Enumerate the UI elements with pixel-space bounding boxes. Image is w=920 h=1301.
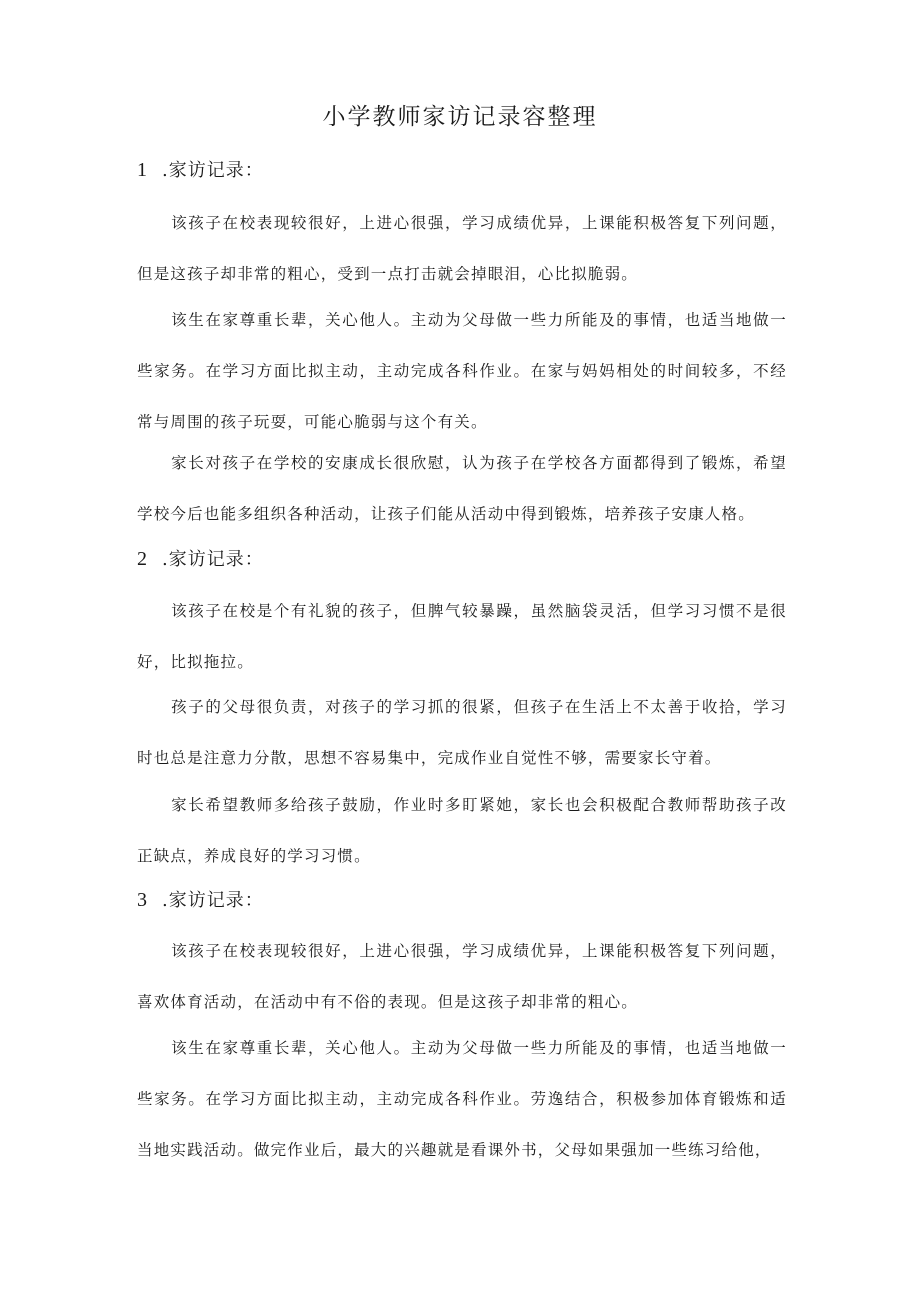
section-2-number: 2 [137, 548, 148, 570]
section-2-paragraph-2: 孩子的父母很负责，对孩子的学习抓的很紧，但孩子在生活上不太善于收拾，学习时也总是注意力分散，思想不容易集中，完成作业自觉性不够，需要家长守着。 [137, 698, 787, 767]
section-1-heading-text: .家访记录： [162, 160, 264, 181]
section-3-heading [137, 886, 264, 915]
section-1-paragraph-1: 该孩子在校表现较很好，上进心很强，学习成绩优异，上课能积极答复下列问题，但是这孩子却非常的粗心，受到一点打击就会掉眼泪，心比拟脆弱。 [137, 214, 787, 283]
section-3-paragraph-2: 该生在家尊重长辈，关心他人。主动为父母做一些力所能及的事情，也适当地做一些家务。在学习方面比拟主动，主动完成各科作业。劳逸结合，积极参加体育锻炼和适当地实践活动。做完作业后，最大的兴趣就是看课外书，父母如果强加一些练习给他， [137, 1039, 787, 1159]
section-2-heading-text: .家访记录： [162, 549, 264, 570]
section-2-paragraph-3: 家长希望教师多给孩子鼓励，作业时多盯紧她，家长也会积极配合教师帮助孩子改正缺点，养成良好的学习习惯。 [137, 796, 787, 865]
document-title: 小学教师家访记录容整理 [322, 104, 598, 130]
section-3-number: 3 [137, 889, 148, 911]
section-2-heading [137, 545, 264, 574]
section-2-paragraph-1: 该孩子在校是个有礼貌的孩子，但脾气较暴躁，虽然脑袋灵活，但学习习惯不是很好，比拟拖拉。 [137, 602, 787, 671]
section-3-paragraph-1: 该孩子在校表现较很好，上进心很强，学习成绩优异，上课能积极答复下列问题，喜欢体育活动，在活动中有不俗的表现。但是这孩子却非常的粗心。 [137, 942, 787, 1011]
section-1-heading [137, 156, 264, 185]
section-1-paragraph-3: 家长对孩子在学校的安康成长很欣慰，认为孩子在学校各方面都得到了锻炼，希望学校今后也能多组织各种活动，让孩子们能从活动中得到锻炼，培养孩子安康人格。 [137, 454, 787, 523]
section-3-heading-text: .家访记录： [162, 890, 264, 911]
section-1-paragraph-2: 该生在家尊重长辈，关心他人。主动为父母做一些力所能及的事情，也适当地做一些家务。在学习方面比拟主动，主动完成各科作业。在家与妈妈相处的时间较多，不经常与周围的孩子玩耍，可能心脆弱与这个有关。 [137, 311, 787, 431]
section-1-number: 1 [137, 159, 148, 181]
